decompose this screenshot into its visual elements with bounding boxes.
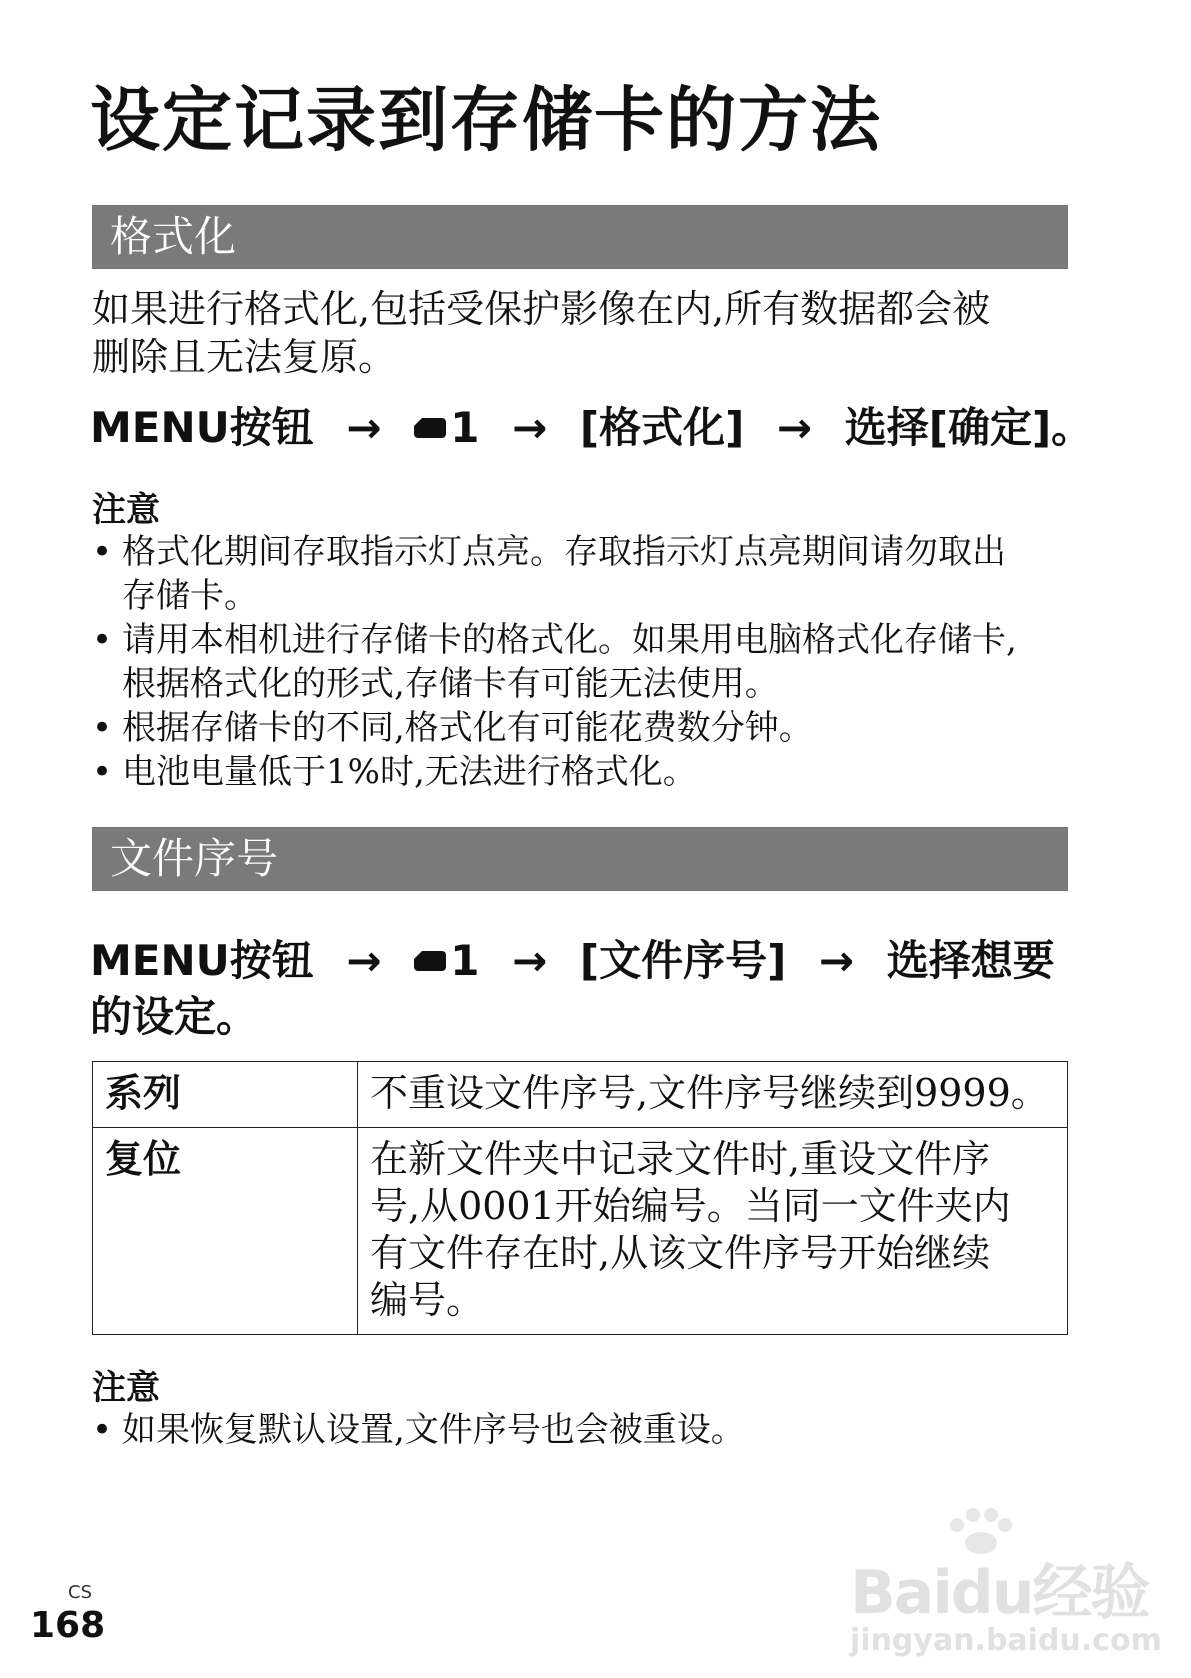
arrow-icon: → — [512, 936, 548, 985]
arrow-icon: → — [512, 403, 548, 452]
option-name: 系列 — [93, 1062, 358, 1128]
section-header-format-label: 格式化 — [110, 212, 237, 261]
note-line: 存储卡。 — [122, 576, 258, 616]
bullet-icon: • — [92, 1410, 113, 1450]
note-item — [92, 706, 1092, 750]
note-line: 根据格式化的形式,存储卡有可能无法使用。 — [122, 664, 779, 704]
bullet-icon: • — [92, 532, 113, 572]
option-description-line: 编号。 — [370, 1278, 485, 1322]
format-notes-list — [92, 530, 1092, 794]
format-intro-line: 如果进行格式化,包括受保护影像在内,所有数据都会被 — [92, 287, 991, 331]
bullet-icon: • — [92, 752, 113, 792]
note-line: 如果恢复默认设置,文件序号也会被重设。 — [122, 1410, 745, 1450]
format-intro — [92, 285, 1072, 381]
option-description-line: 号,从0001开始编号。当同一文件夹内 — [370, 1184, 1011, 1228]
arrow-icon: → — [818, 936, 855, 985]
language-code-label: CS — [68, 1582, 92, 1603]
option-description-line: 不重设文件序号,文件序号继续到9999。 — [370, 1071, 1049, 1115]
menu-item-format: [格式化] — [579, 403, 745, 452]
format-note-heading: 注意 — [92, 490, 160, 530]
file-number-options-table — [92, 1061, 1068, 1335]
menu-action: 选择想要 — [886, 936, 1055, 985]
note-item — [92, 530, 1092, 618]
bullet-icon: • — [92, 620, 113, 660]
arrow-icon: → — [346, 403, 382, 452]
menu-action: 选择[确定]。 — [844, 403, 1094, 452]
table-row — [93, 1128, 1068, 1335]
note-item — [92, 1408, 1092, 1452]
page-title: 设定记录到存储卡的方法 — [90, 79, 882, 161]
note-line: 请用本相机进行存储卡的格式化。如果用电脑格式化存储卡, — [122, 620, 1017, 660]
format-menu-path — [90, 400, 1093, 456]
arrow-icon: → — [346, 936, 382, 985]
note-line: 格式化期间存取指示灯点亮。存取指示灯点亮期间请勿取出 — [122, 532, 1006, 572]
menu-path-line: 的设定。 — [90, 992, 259, 1041]
note-item — [92, 750, 1092, 794]
format-intro-line: 删除且无法复原。 — [92, 335, 397, 379]
file-number-note-heading: 注意 — [92, 1368, 160, 1408]
option-description — [358, 1128, 1068, 1335]
file-number-menu-path — [90, 933, 1055, 1045]
menu-tab-number: 1 — [450, 403, 480, 452]
watermark-url: jingyan.baidu.com — [850, 1623, 1162, 1658]
option-description-line: 在新文件夹中记录文件时,重设文件序 — [370, 1137, 991, 1181]
memory-card-icon — [414, 951, 446, 971]
memory-card-icon — [414, 418, 446, 438]
menu-button-label: MENU按钮 — [90, 403, 314, 452]
option-name: 复位 — [93, 1128, 358, 1335]
bullet-icon: • — [92, 708, 113, 748]
note-line: 根据存储卡的不同,格式化有可能花费数分钟。 — [122, 708, 813, 748]
arrow-icon: → — [776, 403, 813, 452]
section-header-file-number-label: 文件序号 — [110, 834, 279, 883]
option-description — [358, 1062, 1068, 1128]
option-description-line: 有文件存在时,从该文件序号开始继续 — [370, 1231, 991, 1275]
section-header-file-number — [92, 827, 1068, 891]
menu-tab-number: 1 — [450, 936, 480, 985]
watermark-brand: Baidu经验 — [850, 1558, 1149, 1628]
file-number-notes-list — [92, 1408, 1092, 1452]
menu-item-file-number: [文件序号] — [579, 936, 787, 985]
section-header-format — [92, 205, 1068, 269]
menu-path-line — [90, 933, 1055, 989]
page-number: 168 — [30, 1605, 106, 1646]
table-row — [93, 1062, 1068, 1128]
note-line: 电池电量低于1%时,无法进行格式化。 — [122, 752, 697, 792]
watermark — [850, 1505, 1162, 1665]
note-item — [92, 618, 1092, 706]
menu-button-label: MENU按钮 — [90, 936, 314, 985]
